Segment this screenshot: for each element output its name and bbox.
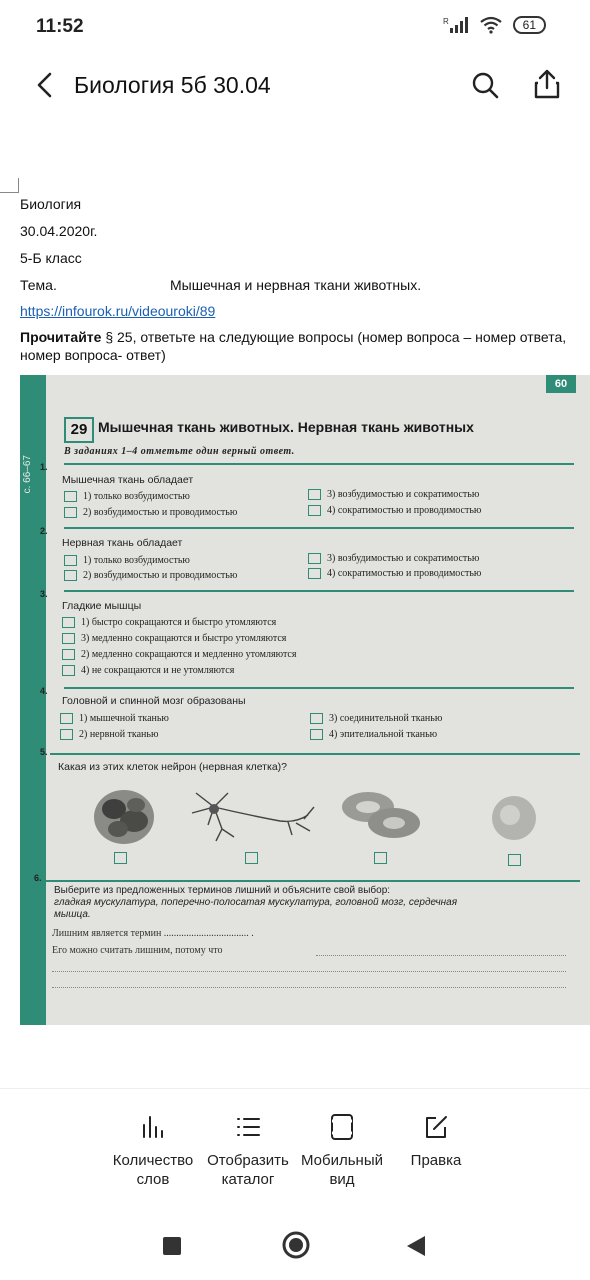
answer-checkbox[interactable] [310, 729, 323, 740]
worksheet-heading: Мышечная ткань животных. Нервная ткань животных [98, 419, 474, 435]
answer-checkbox[interactable] [308, 505, 321, 516]
edit-icon [386, 1111, 486, 1143]
instruction-bold: Прочитайте [20, 329, 102, 345]
answer-option[interactable] [60, 713, 169, 724]
edit-button[interactable] [386, 1111, 486, 1170]
answer-option-label: 4) сократимостью и проводимостью [327, 568, 482, 579]
answer-option-label: 4) эпителиальной тканью [329, 729, 438, 740]
list-icon [198, 1111, 298, 1143]
q6-terms: гладкая мускулатура, поперечно-полосатая мускулатура, головной мозг, сердечная мышца. [54, 897, 458, 920]
answer-fill-line: Лишним является термин .................................. . [52, 928, 254, 939]
answer-option-label: 3) возбудимостью и сократимостью [327, 553, 480, 564]
answer-option[interactable] [308, 568, 481, 579]
answer-fill-line: Его можно считать лишним, потому что [52, 945, 223, 956]
question-number: 6. [34, 873, 42, 883]
back-arrow-icon[interactable] [30, 70, 60, 100]
battery-indicator: 61 [513, 16, 546, 34]
q6-prompt: Выберите из предложенных терминов лишний и объясните свой выбор: [54, 885, 391, 896]
worksheet-instruction: В заданиях 1–4 отметьте один верный ответ. [64, 446, 295, 457]
doc-topic: Мышечная и нервная ткани животных. [170, 277, 422, 293]
doc-topic-label: Тема. [20, 277, 57, 293]
share-icon[interactable] [532, 68, 562, 100]
home-circle-icon[interactable] [281, 1230, 311, 1260]
doc-subject: Биология [20, 196, 82, 212]
question-text: Головной и спинной мозг образованы [62, 695, 246, 707]
answer-checkbox[interactable] [308, 568, 321, 579]
answer-checkbox[interactable] [64, 491, 77, 502]
answer-checkbox[interactable] [308, 489, 321, 500]
answer-option[interactable] [310, 729, 437, 740]
bar-chart-icon [103, 1111, 203, 1143]
answer-option-label: 4) не сокращаются и не утомляются [81, 665, 235, 676]
question-divider [64, 463, 574, 465]
question-number: 5. [40, 747, 48, 757]
signal-roaming-label: R [442, 17, 449, 26]
question-text: Мышечная ткань обладает [62, 474, 194, 486]
app-bar [0, 56, 590, 116]
answer-checkbox[interactable] [62, 649, 75, 660]
cell-answer-checkbox[interactable] [508, 854, 521, 866]
answer-option[interactable] [62, 633, 286, 644]
clock: 11:52 [36, 16, 84, 37]
dotted-answer-line [52, 971, 566, 972]
bottom-toolbar [0, 1088, 590, 1213]
cell-image-round-cell [486, 793, 542, 843]
cell-image-red-blood-cells [338, 787, 428, 843]
answer-checkbox[interactable] [310, 713, 323, 724]
worksheet-photo[interactable] [20, 375, 590, 1025]
answer-option[interactable] [64, 555, 190, 566]
doc-class: 5-Б класс [20, 250, 82, 266]
word-count-button[interactable] [103, 1111, 203, 1189]
cell-answer-checkbox[interactable] [114, 852, 127, 864]
answer-option[interactable] [64, 491, 190, 502]
answer-option-label: 3) возбудимостью и сократимостью [327, 489, 480, 500]
worksheet-task-number: 29 [64, 417, 94, 443]
show-catalog-button[interactable] [198, 1111, 298, 1189]
document-title: Биология 5б 30.04 [74, 72, 271, 98]
question-number: 3. [40, 589, 48, 599]
answer-option[interactable] [308, 489, 479, 500]
edit-label: Правка [410, 1152, 462, 1169]
answer-option[interactable] [308, 505, 481, 516]
answer-option[interactable] [62, 617, 276, 628]
answer-checkbox[interactable] [60, 729, 73, 740]
answer-option-label: 2) медленно сокращаются и медленно утомляются [81, 649, 297, 660]
cell-image-neuron [188, 785, 318, 845]
worksheet-side-label: с. 66–67 [22, 455, 33, 494]
answer-option[interactable] [64, 570, 237, 581]
answer-option-label: 1) мышечной тканью [79, 713, 169, 724]
answer-checkbox[interactable] [62, 665, 75, 676]
answer-option-label: 1) быстро сокращаются и быстро утомляются [81, 617, 277, 628]
question-number: 1. [40, 462, 48, 472]
mobile-view-icon [292, 1111, 392, 1143]
status-icons [443, 16, 546, 34]
answer-option[interactable] [60, 729, 158, 740]
answer-checkbox[interactable] [308, 553, 321, 564]
cell-answer-checkbox[interactable] [374, 852, 387, 864]
wifi-icon [479, 16, 503, 34]
answer-checkbox[interactable] [64, 570, 77, 581]
mobile-view-button[interactable] [292, 1111, 392, 1189]
answer-checkbox[interactable] [62, 633, 75, 644]
answer-option[interactable] [62, 649, 296, 660]
show-catalog-label: Отобразить каталог [207, 1152, 289, 1188]
question-number: 2. [40, 526, 48, 536]
question-text: Нервная ткань обладает [62, 537, 183, 549]
answer-option-label: 1) только возбудимостью [83, 555, 190, 566]
question-divider [64, 590, 574, 592]
question-text: Какая из этих клеток нейрон (нервная клетка)? [58, 761, 287, 773]
question-number: 4. [40, 686, 48, 696]
cell-answer-checkbox[interactable] [245, 852, 258, 864]
back-triangle-icon[interactable] [405, 1234, 427, 1258]
doc-instruction [20, 328, 575, 364]
system-nav-bar [0, 1212, 590, 1280]
dotted-answer-line [52, 987, 566, 988]
word-count-label: Количество слов [112, 1152, 194, 1188]
answer-option-label: 3) соединительной тканью [329, 713, 443, 724]
answer-checkbox[interactable] [64, 507, 77, 518]
answer-checkbox[interactable] [64, 555, 77, 566]
answer-option[interactable] [310, 713, 442, 724]
status-bar [0, 0, 590, 56]
answer-option-label: 3) медленно сокращаются и быстро утомляются [81, 633, 287, 644]
question-text: Гладкие мышцы [62, 600, 142, 612]
cell-image-epithelial [90, 785, 160, 847]
mobile-view-label: Мобильный вид [301, 1152, 383, 1188]
answer-option-label: 2) нервной тканью [79, 729, 159, 740]
answer-option[interactable] [64, 507, 237, 518]
question-divider [44, 880, 580, 882]
signal-icon [443, 16, 469, 34]
question-text [54, 885, 484, 921]
answer-option-label: 1) только возбудимостью [83, 491, 190, 502]
search-icon[interactable] [470, 70, 500, 100]
answer-checkbox[interactable] [62, 617, 75, 628]
doc-link[interactable]: https://infourok.ru/videouroki/89 [20, 303, 216, 319]
answer-option[interactable] [62, 665, 234, 676]
instruction-rest: § 25, ответьте на следующие вопросы (номер вопроса – номер ответа, номер вопроса- ответ) [20, 329, 567, 363]
answer-option-label: 4) сократимостью и проводимостью [327, 505, 482, 516]
answer-option[interactable] [308, 553, 479, 564]
doc-date: 30.04.2020г. [20, 223, 98, 239]
dotted-answer-line [316, 955, 566, 956]
answer-option-label: 2) возбудимостью и проводимостью [83, 507, 238, 518]
question-divider [64, 687, 574, 689]
page-corner-marker [0, 178, 19, 193]
worksheet-page-number: 60 [546, 375, 576, 393]
question-divider [64, 527, 574, 529]
question-divider [50, 753, 580, 755]
recents-square-icon[interactable] [162, 1236, 182, 1256]
answer-option-label: 2) возбудимостью и проводимостью [83, 570, 238, 581]
answer-checkbox[interactable] [60, 713, 73, 724]
